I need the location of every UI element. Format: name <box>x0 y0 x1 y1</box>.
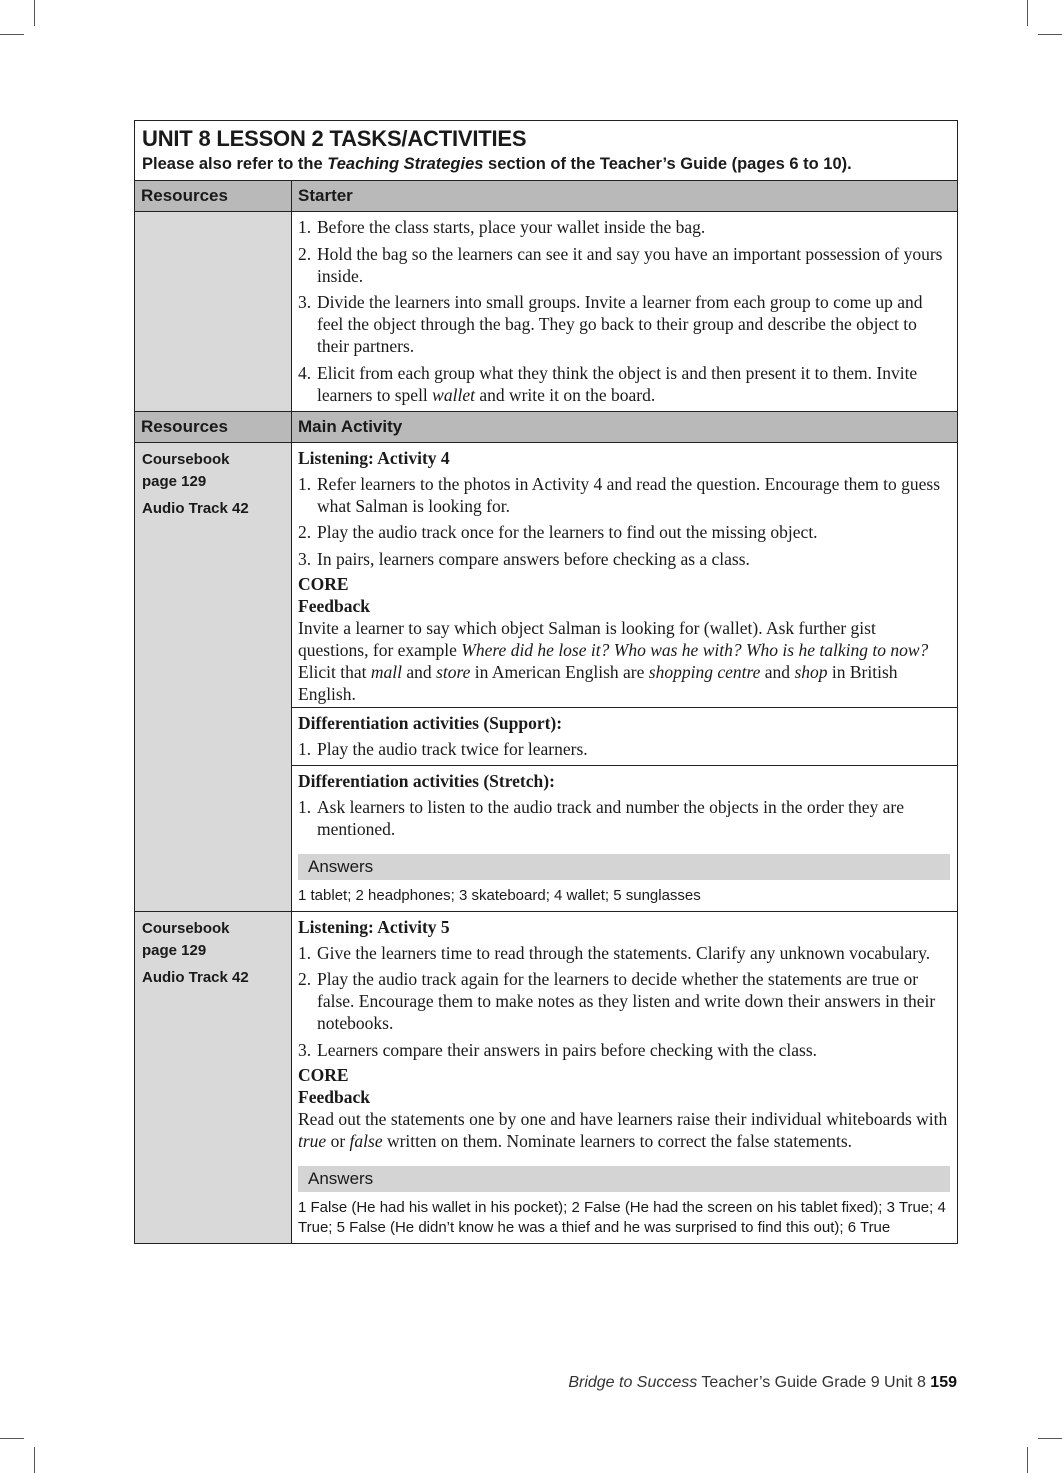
stretch-heading: Differentiation activities (Stretch): <box>298 770 555 791</box>
title-block <box>135 121 958 181</box>
list-item: 3. In pairs, learners compare answers before checking as a class. <box>298 548 750 569</box>
answers-text: 1 False (He had his wallet in his pocket); 2 False (He had the screen on his tablet fixed); 3 True; 4 True; 5 False (He didn’t know he was a thief and he was surprised to find this out); 6 True <box>298 1198 946 1236</box>
activity5-heading: Listening: Activity 5 <box>298 916 450 937</box>
stretch-section <box>292 765 957 906</box>
starter-header: Starter <box>292 181 958 212</box>
activity5-steps <box>298 942 950 1061</box>
list-item: 2. Play the audio track again for the learners to decide whether the statements are true or false. Encourage them to make notes as they listen and write down their answers in their notebooks. <box>298 969 936 1033</box>
activity4-steps <box>298 473 950 570</box>
support-heading: Differentiation activities (Support): <box>298 712 563 733</box>
resource-item: Audio Track 42 <box>142 499 249 517</box>
support-steps <box>298 738 950 760</box>
main-activity-header: Main Activity <box>292 411 958 442</box>
list-item: 1. Refer learners to the photos in Activity 4 and read the question. Encourage them to guess what Salman is looking for. <box>298 473 941 516</box>
page-subtitle: Please also refer to the Teaching Strategies section of the Teacher’s Guide (pages 6 to 10). <box>142 155 852 173</box>
starter-content <box>292 212 958 412</box>
answers-text: 1 tablet; 2 headphones; 3 skateboard; 4 wallet; 5 sunglasses <box>298 886 701 904</box>
list-item: 1. Give the learners time to read through the statements. Clarify any unknown vocabulary. <box>298 942 931 963</box>
answers-bar: Answers <box>298 1166 950 1192</box>
feedback-text: Invite a learner to say which object Salman is looking for (wallet). Ask further gist questions, for example Where did he lose it? Who was he with? Who is he talking to now? Elicit that mall and store in American English are shopping centre and shop in British English. <box>298 617 929 704</box>
stretch-steps <box>298 796 950 840</box>
core-label: CORE <box>298 573 349 594</box>
list-item: 1. Play the audio track twice for learners. <box>298 738 588 759</box>
page-footer <box>568 1374 957 1392</box>
feedback-text: Read out the statements one by one and have learners raise their individual whiteboards with true or false written on them. Nominate learners to correct the false statements. <box>298 1108 948 1151</box>
crop-mark <box>0 34 24 35</box>
resources-header: Resources <box>135 411 292 442</box>
lesson-table <box>134 120 958 1244</box>
list-item: 2. Play the audio track once for the learners to find out the missing object. <box>298 522 818 542</box>
crop-mark <box>1038 34 1062 35</box>
list-item: 3. Divide the learners into small groups. Invite a learner from each group to come up and feel the object through the bag. They go back to their group and describe the object to their partners. <box>298 292 923 356</box>
resource-item: Coursebook <box>142 919 230 937</box>
resource-item: Coursebook <box>142 450 230 468</box>
support-section <box>292 707 957 765</box>
list-item: 4. Elicit from each group what they think the object is and then present it to them. Invite learners to spell wallet and write it on the board. <box>298 362 918 405</box>
crop-mark <box>1038 1438 1062 1439</box>
activity4-content <box>292 442 958 911</box>
page-title: UNIT 8 LESSON 2 TASKS/ACTIVITIES <box>142 126 527 151</box>
activity4-resources <box>135 442 292 911</box>
feedback-label: Feedback <box>298 595 370 616</box>
book-title: Bridge to Success <box>568 1374 698 1391</box>
resource-item: page 129 <box>142 472 207 490</box>
answers-bar: Answers <box>298 854 950 880</box>
list-item: 3. Learners compare their answers in pairs before checking with the class. <box>298 1039 818 1060</box>
starter-steps <box>298 216 950 406</box>
list-item: 1. Before the class starts, place your wallet inside the bag. <box>298 217 706 237</box>
page-number: 159 <box>930 1374 957 1391</box>
crop-mark <box>1027 0 1028 26</box>
crop-mark <box>0 1438 24 1439</box>
crop-mark <box>34 0 35 26</box>
feedback-label: Feedback <box>298 1086 370 1107</box>
crop-mark <box>1027 1447 1028 1473</box>
resources-header: Resources <box>135 181 292 212</box>
list-item: 1. Ask learners to listen to the audio track and number the objects in the order they are mentioned. <box>298 796 905 839</box>
list-item: 2. Hold the bag so the learners can see it and say you have an important possession of yours inside. <box>298 243 943 286</box>
activity4-heading: Listening: Activity 4 <box>298 447 450 468</box>
core-label: CORE <box>298 1064 349 1085</box>
activity5-content <box>292 911 958 1243</box>
resource-item: page 129 <box>142 941 207 959</box>
guide-text: Teacher’s Guide Grade 9 Unit 8 <box>697 1374 931 1391</box>
resource-item: Audio Track 42 <box>142 968 249 986</box>
crop-mark <box>34 1447 35 1473</box>
activity5-resources <box>135 911 292 1243</box>
starter-resources <box>135 212 292 412</box>
